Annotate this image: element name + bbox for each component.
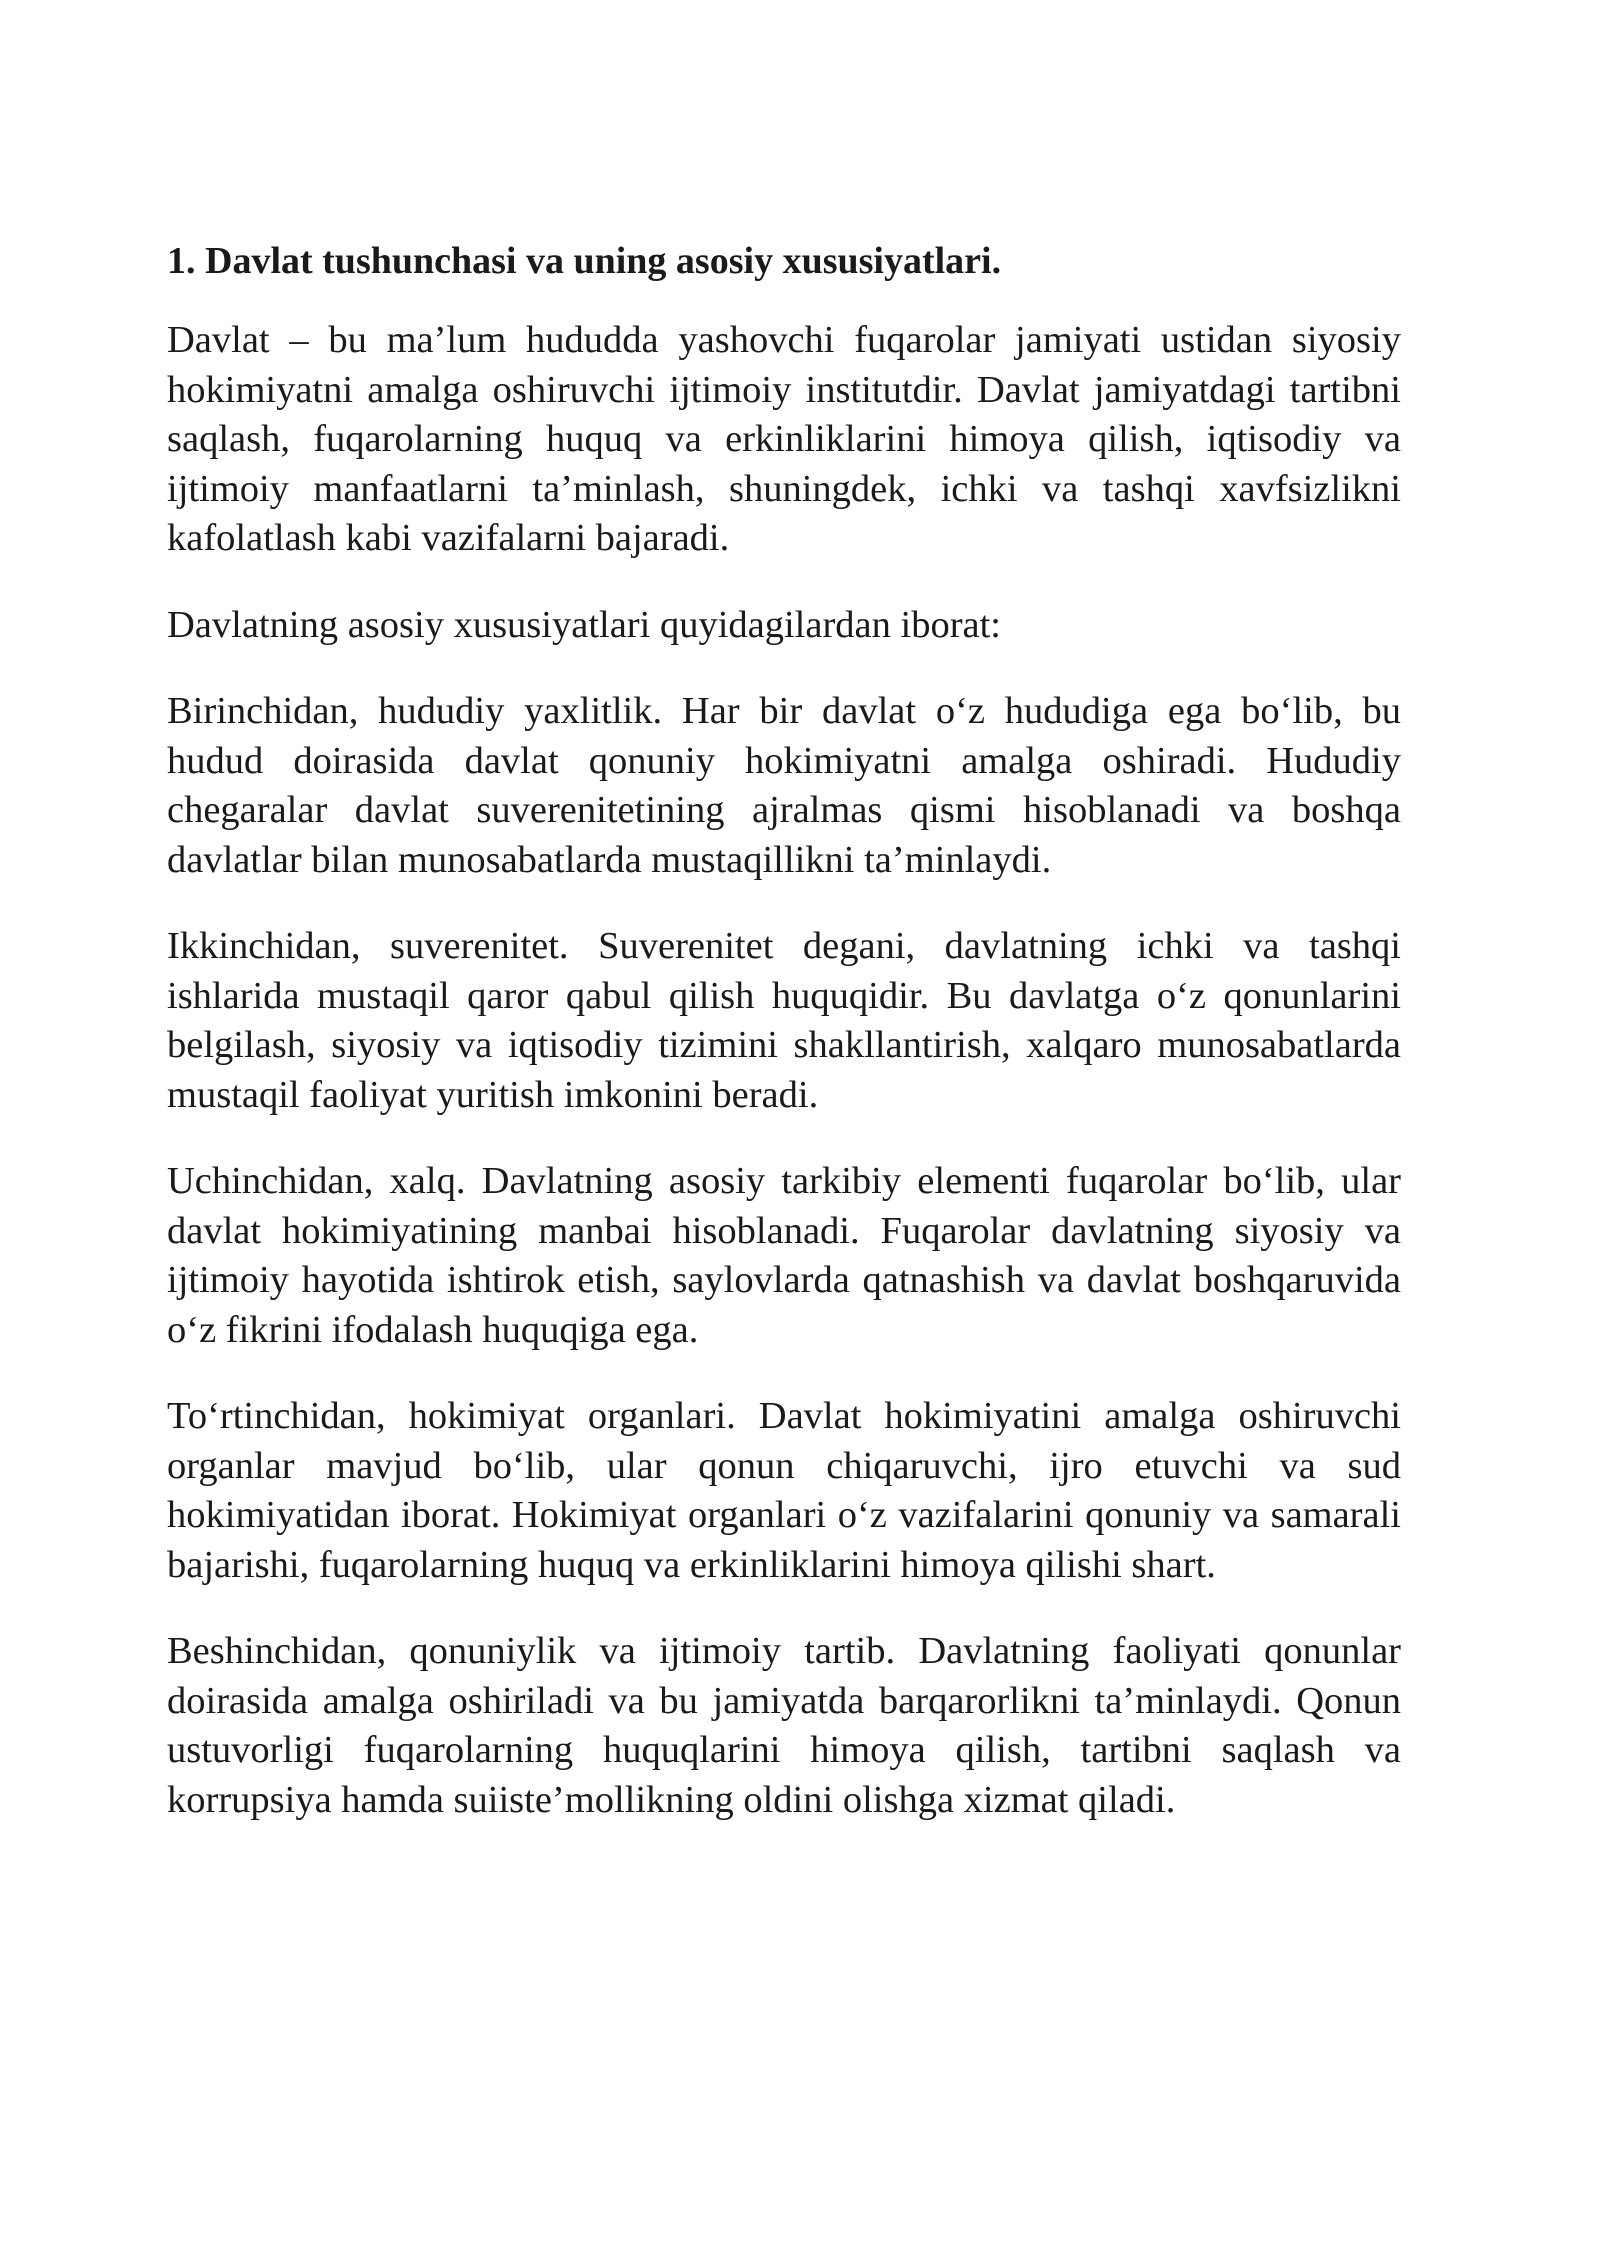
section-heading: 1. Davlat tushunchasi va uning asosiy xususiyatlari. — [167, 240, 1002, 282]
paragraph-authorities: To‘rtinchidan, hokimiyat organlari. Davlat hokimiyatini amalga oshiruvchi organlar mavjud bo‘lib, ular qonun chiqaruvchi, ijro etuvchi va sud hokimiyatidan iborat. Hokimiyat organlari o‘z vazifalarini qonuniy va samarali bajarishi, fuqarolarning huquq va erkinliklarini himoya qilishi shart. — [167, 1395, 1401, 1586]
document-page — [167, 236, 1401, 1862]
paragraph-people: Uchinchidan, xalq. Davlatning asosiy tarkibiy elementi fuqarolar bo‘lib, ular davlat hokimiyatining manbai hisoblanadi. Fuqarolar davlatning siyosiy va ijtimoiy hayotida ishtirok etish, saylovlarda qatnashish va davlat boshqaruvida o‘z fikrini ifodalash huquqiga ega. — [167, 1160, 1401, 1351]
paragraph-legality: Beshinchidan, qonuniylik va ijtimoiy tartib. Davlatning faoliyati qonunlar doirasida amalga oshiriladi va bu jamiyatda barqarorlikni ta’minlaydi. Qonun ustuvorligi fuqarolarning huquqlarini himoya qilish, tartibni saqlash va korrupsiya hamda suiiste’mollikning oldini olishga xizmat qiladi. — [167, 1630, 1401, 1821]
paragraph-sovereignty: Ikkinchidan, suverenitet. Suverenitet degani, davlatning ichki va tashqi ishlarida mustaqil qaror qabul qilish huquqidir. Bu davlatga o‘z qonunlarini belgilash, siyosiy va iqtisodiy tizimini shakllantirish, xalqaro munosabatlarda mustaqil faoliyat yuritish imkonini beradi. — [167, 925, 1401, 1116]
paragraph-features-intro: Davlatning asosiy xususiyatlari quyidagilardan iborat: — [167, 603, 1001, 646]
paragraph-territory: Birinchidan, hududiy yaxlitlik. Har bir davlat o‘z hududiga ega bo‘lib, bu hudud doirasida davlat qonuniy hokimiyatni amalga oshiradi. Hududiy chegaralar davlat suverenitetining ajralmas qismi hisoblanadi va boshqa davlatlar bilan munosabatlarda mustaqillikni ta’minlaydi. — [167, 690, 1401, 881]
paragraph-definition: Davlat – bu ma’lum hududda yashovchi fuqarolar jamiyati ustidan siyosiy hokimiyatni amalga oshiruvchi ijtimoiy institutdir. Davlat jamiyatdagi tartibni saqlash, fuqarolarning huquq va erkinliklarini himoya qilish, iqtisodiy va ijtimoiy manfaatlarni ta’minlash, shuningdek, ichki va tashqi xavfsizlikni kafolatlash kabi vazifalarni bajaradi. — [167, 319, 1401, 559]
